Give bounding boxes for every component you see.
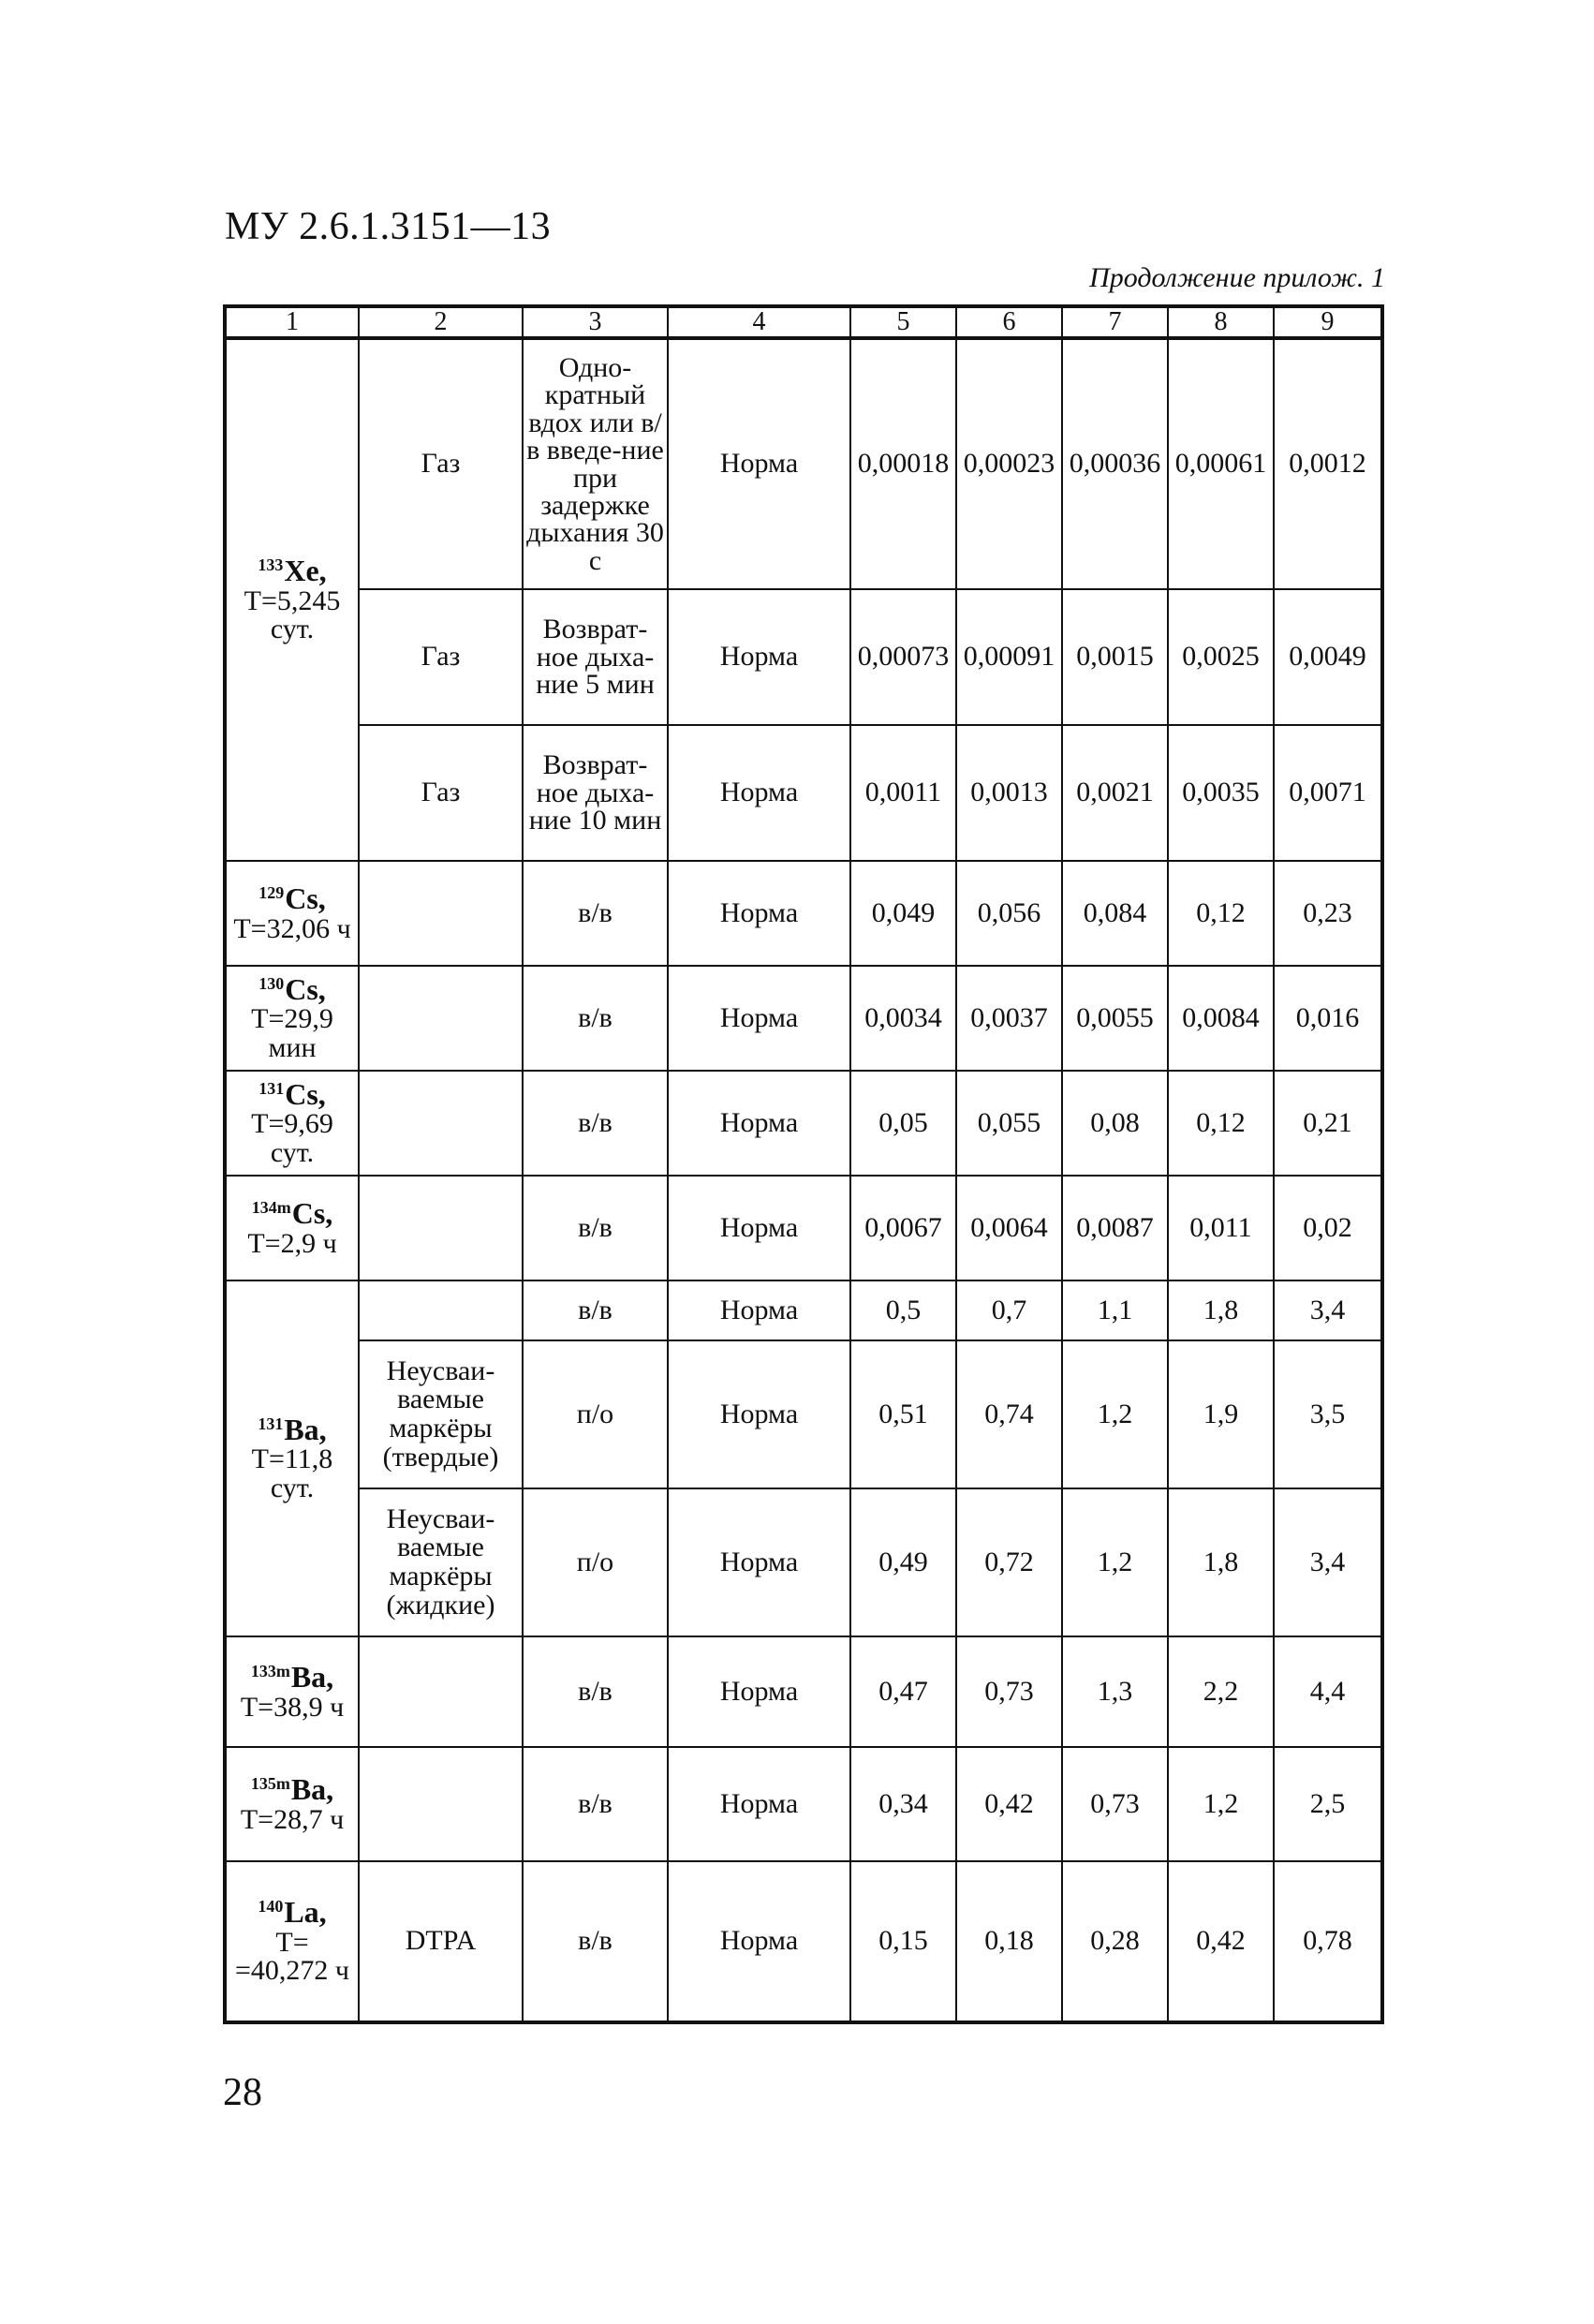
population-group: Норма bbox=[668, 1340, 850, 1488]
value-cell: 0,0013 bbox=[956, 725, 1062, 861]
nuclide-cell-cs130 bbox=[225, 966, 359, 1071]
mass-number: 140 bbox=[258, 1897, 284, 1917]
page-number: 28 bbox=[223, 2071, 262, 2114]
value-cell: 4,4 bbox=[1274, 1636, 1382, 1747]
intake-route: Одно-кратный вдох или в/в введе-ние при задержке дыхания 30 с bbox=[523, 338, 668, 589]
mass-number: 130 bbox=[258, 973, 285, 993]
chemical-form: Газ bbox=[359, 589, 523, 725]
value-cell: 1,2 bbox=[1062, 1488, 1168, 1636]
intake-route: в/в bbox=[523, 1636, 668, 1747]
nuclide-cell-ba135m bbox=[225, 1747, 359, 1861]
value-cell: 0,0071 bbox=[1274, 725, 1382, 861]
population-group: Норма bbox=[668, 1861, 850, 2022]
half-life: T=38,9 ч bbox=[240, 1691, 345, 1723]
chemical-form: Неусваи-ваемые маркёры (жидкие) bbox=[359, 1488, 523, 1636]
mass-number: 129 bbox=[258, 882, 285, 902]
intake-route: Возврат-ное дыха-ние 5 мин bbox=[523, 589, 668, 725]
value-cell: 1,9 bbox=[1168, 1340, 1274, 1488]
table-row bbox=[225, 338, 1382, 589]
value-cell: 2,2 bbox=[1168, 1636, 1274, 1747]
table-row bbox=[225, 1176, 1382, 1280]
nuclide-cell-cs134m bbox=[225, 1176, 359, 1280]
chemical-form: Неусваи-ваемые маркёры (твердые) bbox=[359, 1340, 523, 1488]
population-group: Норма bbox=[668, 725, 850, 861]
value-cell: 0,28 bbox=[1062, 1861, 1168, 2022]
chemical-form bbox=[359, 861, 523, 966]
chemical-form: DTPA bbox=[359, 1861, 523, 2022]
population-group: Норма bbox=[668, 1280, 850, 1340]
table-row bbox=[225, 589, 1382, 725]
table-row bbox=[225, 1340, 1382, 1488]
table-row bbox=[225, 1280, 1382, 1340]
value-cell: 1,2 bbox=[1062, 1340, 1168, 1488]
value-cell: 0,0055 bbox=[1062, 966, 1168, 1071]
value-cell: 0,016 bbox=[1274, 966, 1382, 1071]
half-life: T=32,06 ч bbox=[233, 912, 351, 944]
column-number: 7 bbox=[1062, 306, 1168, 338]
value-cell: 0,0035 bbox=[1168, 725, 1274, 861]
value-cell: 0,42 bbox=[1168, 1861, 1274, 2022]
chemical-form: Газ bbox=[359, 725, 523, 861]
value-cell: 0,00073 bbox=[850, 589, 956, 725]
nuclide-symbol: Cs, bbox=[285, 971, 326, 1006]
value-cell: 0,05 bbox=[850, 1071, 956, 1176]
value-cell: 0,51 bbox=[850, 1340, 956, 1488]
nuclide-symbol: Ba, bbox=[284, 1412, 327, 1446]
value-cell: 0,0025 bbox=[1168, 589, 1274, 725]
value-cell: 0,056 bbox=[956, 861, 1062, 966]
value-cell: 3,4 bbox=[1274, 1280, 1382, 1340]
value-cell: 0,0087 bbox=[1062, 1176, 1168, 1280]
nuclide-symbol: Ba, bbox=[290, 1771, 334, 1806]
value-cell: 0,00018 bbox=[850, 338, 956, 589]
nuclide-symbol: Ba, bbox=[290, 1659, 334, 1694]
intake-route: в/в bbox=[523, 1861, 668, 2022]
value-cell: 1,8 bbox=[1168, 1280, 1274, 1340]
value-cell: 0,084 bbox=[1062, 861, 1168, 966]
half-life: T=9,69 сут. bbox=[251, 1108, 333, 1168]
intake-route: в/в bbox=[523, 1176, 668, 1280]
value-cell: 0,0084 bbox=[1168, 966, 1274, 1071]
population-group: Норма bbox=[668, 1747, 850, 1861]
half-life: T= =40,272 ч bbox=[234, 1926, 349, 1987]
column-number: 8 bbox=[1168, 306, 1274, 338]
nuclide-cell-cs129 bbox=[225, 861, 359, 966]
value-cell: 0,12 bbox=[1168, 861, 1274, 966]
mass-number: 131 bbox=[258, 1078, 285, 1098]
value-cell: 0,00023 bbox=[956, 338, 1062, 589]
chemical-form bbox=[359, 1280, 523, 1340]
value-cell: 0,00061 bbox=[1168, 338, 1274, 589]
value-cell: 3,5 bbox=[1274, 1340, 1382, 1488]
nuclide-cell-ba133m bbox=[225, 1636, 359, 1747]
table-row bbox=[225, 1636, 1382, 1747]
population-group: Норма bbox=[668, 861, 850, 966]
intake-route: в/в bbox=[523, 1071, 668, 1176]
column-number-row bbox=[225, 306, 1382, 338]
value-cell: 0,00036 bbox=[1062, 338, 1168, 589]
half-life: T=2,9 ч bbox=[247, 1227, 337, 1259]
value-cell: 1,1 bbox=[1062, 1280, 1168, 1340]
table-row bbox=[225, 1861, 1382, 2022]
population-group: Норма bbox=[668, 338, 850, 589]
value-cell: 0,23 bbox=[1274, 861, 1382, 966]
table-row bbox=[225, 1747, 1382, 1861]
mass-number: 133 bbox=[258, 555, 284, 575]
value-cell: 0,02 bbox=[1274, 1176, 1382, 1280]
value-cell: 0,42 bbox=[956, 1747, 1062, 1861]
column-number: 4 bbox=[668, 306, 850, 338]
mass-number: 134m bbox=[251, 1197, 291, 1217]
mass-number: 135m bbox=[250, 1773, 290, 1793]
value-cell: 1,2 bbox=[1168, 1747, 1274, 1861]
nuclide-symbol: La, bbox=[284, 1895, 327, 1930]
half-life: T=11,8 сут. bbox=[251, 1443, 333, 1503]
chemical-form bbox=[359, 1176, 523, 1280]
value-cell: 0,011 bbox=[1168, 1176, 1274, 1280]
population-group: Норма bbox=[668, 589, 850, 725]
column-number: 1 bbox=[225, 306, 359, 338]
value-cell: 0,0011 bbox=[850, 725, 956, 861]
value-cell: 0,49 bbox=[850, 1488, 956, 1636]
population-group: Норма bbox=[668, 1071, 850, 1176]
value-cell: 0,0049 bbox=[1274, 589, 1382, 725]
value-cell: 1,3 bbox=[1062, 1636, 1168, 1747]
table-row bbox=[225, 725, 1382, 861]
intake-route: в/в bbox=[523, 1747, 668, 1861]
chemical-form bbox=[359, 966, 523, 1071]
table-row bbox=[225, 1071, 1382, 1176]
value-cell: 0,47 bbox=[850, 1636, 956, 1747]
value-cell: 0,5 bbox=[850, 1280, 956, 1340]
value-cell: 0,00091 bbox=[956, 589, 1062, 725]
population-group: Норма bbox=[668, 1176, 850, 1280]
value-cell: 0,08 bbox=[1062, 1071, 1168, 1176]
intake-route: п/о bbox=[523, 1340, 668, 1488]
nuclide-symbol: Xe, bbox=[284, 554, 327, 588]
value-cell: 0,0015 bbox=[1062, 589, 1168, 725]
value-cell: 0,21 bbox=[1274, 1071, 1382, 1176]
column-number: 5 bbox=[850, 306, 956, 338]
nuclide-cell-cs131 bbox=[225, 1071, 359, 1176]
table-row bbox=[225, 966, 1382, 1071]
value-cell: 0,055 bbox=[956, 1071, 1062, 1176]
value-cell: 0,0064 bbox=[956, 1176, 1062, 1280]
value-cell: 0,34 bbox=[850, 1747, 956, 1861]
value-cell: 0,049 bbox=[850, 861, 956, 966]
table-row bbox=[225, 1488, 1382, 1636]
nuclide-symbol: Cs, bbox=[285, 1076, 326, 1111]
value-cell: 0,0034 bbox=[850, 966, 956, 1071]
half-life: T=29,9 мин bbox=[251, 1003, 333, 1063]
value-cell: 0,73 bbox=[956, 1636, 1062, 1747]
mass-number: 133m bbox=[250, 1661, 290, 1680]
value-cell: 0,78 bbox=[1274, 1861, 1382, 2022]
value-cell: 0,73 bbox=[1062, 1747, 1168, 1861]
chemical-form bbox=[359, 1071, 523, 1176]
intake-route: в/в bbox=[523, 861, 668, 966]
nuclide-symbol: Cs, bbox=[291, 1195, 333, 1230]
value-cell: 2,5 bbox=[1274, 1747, 1382, 1861]
value-cell: 0,0067 bbox=[850, 1176, 956, 1280]
value-cell: 1,8 bbox=[1168, 1488, 1274, 1636]
value-cell: 0,7 bbox=[956, 1280, 1062, 1340]
column-number: 6 bbox=[956, 306, 1062, 338]
nuclide-cell-xe133 bbox=[225, 338, 359, 861]
dose-coefficients-table bbox=[223, 304, 1380, 2024]
intake-route: в/в bbox=[523, 966, 668, 1071]
population-group: Норма bbox=[668, 966, 850, 1071]
half-life: T=5,245 сут. bbox=[244, 585, 341, 645]
column-number: 2 bbox=[359, 306, 523, 338]
value-cell: 0,15 bbox=[850, 1861, 956, 2022]
population-group: Норма bbox=[668, 1488, 850, 1636]
nuclide-cell-la140 bbox=[225, 1861, 359, 2022]
nuclide-cell-ba131 bbox=[225, 1280, 359, 1636]
population-group: Норма bbox=[668, 1636, 850, 1747]
continuation-note: Продолжение прилож. 1 bbox=[1089, 262, 1385, 293]
table-row bbox=[225, 861, 1382, 966]
chemical-form: Газ bbox=[359, 338, 523, 589]
chemical-form bbox=[359, 1747, 523, 1861]
nuclide-symbol: Cs, bbox=[285, 881, 326, 915]
document-code: МУ 2.6.1.3151—13 bbox=[225, 205, 552, 248]
intake-route: Возврат-ное дыха-ние 10 мин bbox=[523, 725, 668, 861]
value-cell: 0,12 bbox=[1168, 1071, 1274, 1176]
intake-route: в/в bbox=[523, 1280, 668, 1340]
half-life: T=28,7 ч bbox=[240, 1803, 345, 1835]
value-cell: 0,0021 bbox=[1062, 725, 1168, 861]
column-number: 3 bbox=[523, 306, 668, 338]
value-cell: 0,72 bbox=[956, 1488, 1062, 1636]
value-cell: 0,0037 bbox=[956, 966, 1062, 1071]
value-cell: 0,74 bbox=[956, 1340, 1062, 1488]
value-cell: 3,4 bbox=[1274, 1488, 1382, 1636]
chemical-form bbox=[359, 1636, 523, 1747]
value-cell: 0,18 bbox=[956, 1861, 1062, 2022]
value-cell: 0,0012 bbox=[1274, 338, 1382, 589]
column-number: 9 bbox=[1274, 306, 1382, 338]
intake-route: п/о bbox=[523, 1488, 668, 1636]
mass-number: 131 bbox=[258, 1414, 284, 1433]
